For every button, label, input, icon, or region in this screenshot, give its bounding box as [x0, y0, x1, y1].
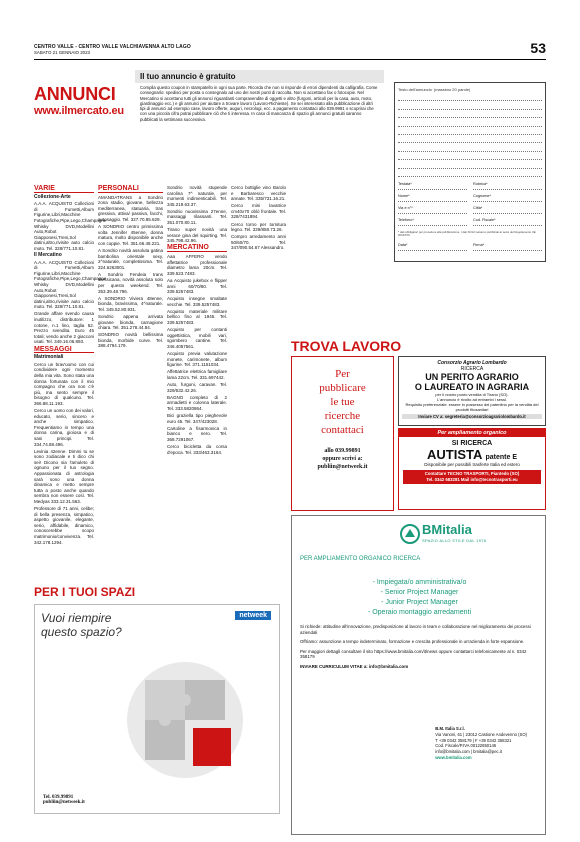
list-item: A.A.A. ACQUISTO Collezioni di Fumetti,Album Figurine,Libri,Macchine Fotografiche,Pipe,Lego,Champagne Whisky DVD,Modellini Auto,Robot Giapponesi,Treni,Sol datini,altro,rivisite auto calcio moto. Tel. 328/771.10.81. [34, 201, 107, 251]
list-item: - Senior Project Manager [380, 589, 459, 596]
list-item: Cerco mini lavatrice cm40x70 oblò frontale. Tel. 328/7431894. [231, 203, 286, 220]
list-item: Levinia 42enne. Dimmi tu se sono zodiacale e ti dico chi sei! Dicono sia l'amuleto di ognuno per il tuo segno. Appassionata di astrologia sarà sono una donna dinamica e metto sempre tutta a posto anche quando sembra non essere così. Tel. Medyas 333.12.31.563. [34, 448, 94, 504]
list-item: Affettatrice elettrica famigliare lama 22cm. Tel. 331.697442. [167, 369, 227, 380]
column-1 [34, 185, 107, 580]
coupon-field[interactable]: Testata* [398, 182, 467, 190]
list-item: BAGNO completo di 2 armadietti e colonna laterale. Tel. 333.5820864. [167, 394, 227, 411]
promo-contacts [292, 447, 393, 471]
list-item: Bici graziella tipo pieghevole euro 45. Tel. 347/423028. [167, 412, 227, 424]
puzzle-icon [115, 655, 255, 785]
date-line: SABATO 21 GENNAIO 2023 [34, 50, 90, 55]
job-contact[interactable]: Inviare CV a: segreteria@consorzioagrariolombardo.it [402, 414, 542, 419]
bmitalia-paragraph: Si richiede: attitudine all'innovazione, predisposizione al lavoro in team e collaborazione nel miglioramento dei processi aziendali [300, 624, 531, 635]
job-ad-autista [398, 428, 546, 510]
list-item: A SONDRIO Viviera 48enne, bionda, bravissima, 4^naturale. Tel. 345.52.80.931. [98, 295, 163, 312]
list-item: A SONDRIO centro primissima volta Jennifer 45enne, donna matura, molto disponibile anche con coppie. Tel. 351.66.48.221. [98, 224, 163, 246]
coupon-form [394, 82, 546, 262]
job-ricerca: SI RICERCA [451, 440, 493, 447]
list-item: - Junior Project Manager [381, 599, 458, 606]
spazi-ad [34, 604, 280, 814]
annunci-title: ANNUNCI [34, 84, 116, 104]
coupon-text-lines[interactable] [398, 93, 542, 177]
list-item: Acquisto previa valutazione monete, carimonete, album figurine. Tel. 371.1151034. [167, 351, 227, 368]
list-item: Cerco un brav'uomo con cui condividere ogni momento della mia vita. Sono stata una donna fortunata con il mio compagno che ora non c'è più, ma sento sempre il bisogno di qualcuno. Tel. 366.88.11.193. [34, 361, 94, 406]
list-item: Grande affare svendo causa inutilizzo, distributore: 1 cotone, n.1 lino, taglia 52. Prezzo svendita. Euro 45 totali; vendo anche 2 giacconi usati. Tel. 349.16.06.893. [34, 311, 94, 345]
list-item: SONDRIO novità bellissima bionda, morbide curve. Tel. 388.4794.179. [98, 332, 163, 349]
coupon-title: Testo dell'annuncio (massimo 20 parole) [398, 87, 471, 92]
job-licence: patente E [485, 454, 518, 461]
trova-lavoro-title: TROVA LAVORO [291, 338, 402, 354]
address-line: T +39 0342 358179 | F +39 0342 358321 [435, 737, 512, 743]
bmitalia-slogan: SPAZIO ALLO STILE DAL 1976 [422, 538, 487, 543]
list-item: Tirano super novità una verace gina del squirting. Tel. 345.798.42.96. [167, 227, 227, 244]
list-item: Auto, furgoni, caravan. Tel. 329/532.42.26. [167, 382, 227, 393]
publication-line: CENTRO VALLE - CENTRO VALLE VALCHIAVENNA ALTO LAGO [34, 44, 191, 50]
list-item: A Sondrio novità assoluta gatina bambolina orientale sexy, 2^naturale, completissima. Tel. 324.6263001. [98, 247, 163, 270]
bmitalia-text [300, 624, 540, 673]
address-line[interactable]: info@bmitalia.com | bmitalia@pec.it [435, 749, 502, 755]
list-item: Cerco bicicletta da corsa d'epoca. Tel. 333/463.3164. [167, 443, 227, 455]
trova-lavoro-promo [291, 356, 394, 511]
bmitalia-headline: PER AMPLIAMENTO ORGANICO RICERCA [300, 556, 421, 562]
promo-mail[interactable]: publiin@netweek.it [317, 464, 368, 470]
job-desc: Requisito preferenziale: essere in possesso del patentino per la vendita dei prodotti fitosanitari [405, 402, 539, 412]
section-varie: VARIE [34, 186, 94, 193]
coupon-field[interactable]: Firma* [473, 243, 542, 251]
coupon-field[interactable]: Città* [473, 206, 542, 214]
spazi-question: Vuoi riempire [41, 611, 112, 625]
coupon-field[interactable]: Cod. Fiscale* [473, 218, 542, 226]
coupon-field[interactable]: Rubrica* [473, 182, 542, 190]
list-item: Cartoline a fisarmonica in bianco e nero. Tel. 368.7291067. [167, 425, 227, 442]
list-item: - Operaio montaggio arredamenti [367, 609, 472, 616]
job-ad-consorzio [398, 356, 546, 426]
list-item: Aaa AFFERO vendo affettatrice professionale diametro lama 20cm. Tel. 339.523.7483. [167, 254, 227, 276]
address-line: Via Vanoni, 61 | 23012 Castione Andevenno (SO) [435, 731, 527, 737]
list-item: Acquisto per contanti oggettistica, mobili vari, sgombero cantine. Tel. 346.4057561. [167, 327, 227, 349]
coupon-field[interactable]: Cognome* [473, 194, 542, 202]
bmitalia-address [435, 726, 527, 761]
job-title-2: O LAUREATO IN AGRARIA [414, 382, 530, 392]
coupon-field[interactable]: Data* [398, 243, 467, 251]
column-2 [98, 185, 163, 580]
list-item: Cerco torno per tornitura legno. Tel. 339/858.73.26. [231, 221, 286, 233]
promo-or: oppure scrivi a: [322, 456, 363, 462]
coupon-note: * dati obbligatori per procedere alla pubblicazione. I dati SOLO saranno pubblicati ai sensi del Regolamento UE 2016/679. [398, 229, 536, 238]
address-line: B.M. Italia S.r.l. [435, 726, 465, 731]
coupon-limit: (massimo 20 parole) [433, 87, 471, 92]
list-item: Sondrio appena arrivata giovane bionda, carnagione chiara. Tel. 351.278.44.84. [98, 313, 163, 331]
promo-line: contattaci [321, 424, 364, 436]
promo-line: Per [335, 368, 350, 380]
coupon-sign [398, 243, 542, 251]
list-item: Cerco un uomo con dei valori, educato, serio, sincero e anche simpatico. Frequentiamo in tempo una donna carina, gioiosa e di sani principi. Tel. 334.74.88.496. [34, 407, 94, 447]
bmitalia-positions [302, 578, 537, 618]
list-item: A.A.A. ACQUISTO Collezioni di Fumetti,Album Figurine,Libri,Macchine Fotografiche,Pipe,Lego,Champagne Whisky DVD,Modellini Auto,Robot Giapponesi,Treni,Sol datini,altro,rivisite auto calcio moto. Tel. 328/771.10.81. [34, 259, 107, 310]
address-line: Cod. Fiscale/P.IVA 00122650146 [435, 743, 497, 749]
coupon-fields [398, 182, 542, 226]
bmitalia-paragraph: Offriamo: assunzione a tempo indeterminato, formazione e crescita professionale in un'azienda in forte espansione. [300, 639, 525, 644]
netweek-logo: netweek [235, 611, 271, 620]
bmitalia-paragraph: Per maggiori dettagli consultare il sito https://www.bmitalia.com/it/news oppure contattarci telefonicamente al n. 0342 358179 [300, 648, 527, 659]
column-4 [231, 185, 286, 335]
list-item: Sondrio novità stupende carolina 7^ naturale, per momenti indimenticabili. Tel. 345.219.63.37. [167, 185, 227, 207]
spazi-tel: Tel. 039.99891 [43, 795, 74, 800]
promo-line: le tue [330, 396, 355, 408]
free-ad-box [135, 70, 384, 150]
list-item: Acquisto materiale militare bellico fino al 1945. Tel. 339.5257483. [167, 308, 227, 326]
list-item: Aa Acquisto jukebox e flipper anni 60/70/80. Tel. 339.5257483. [167, 277, 227, 295]
spazi-mail[interactable]: publiin@netweek.it [43, 800, 85, 805]
site-url[interactable]: www.ilmercato.eu [34, 105, 124, 117]
job-org: Consorzio Agrario Lombardo [437, 360, 507, 366]
subsection-matrimoniali: Matrimoniali [34, 354, 64, 361]
section-messaggi: MESSAGGI [34, 347, 94, 354]
coupon-field[interactable]: Via e n°* [398, 206, 467, 214]
list-item: AMANDATRANS a Sondrio zona stadio, giovane, bellezza mediterranea, statuaria, tras gressiva, attiva/ passiva, facchi, autosaggio. Tel. 327.70.85.629. [98, 194, 163, 222]
job-ricerca: RICERCA [460, 366, 484, 372]
section-mercatino: MERCATINO [167, 245, 227, 252]
job-desc: per il nostro punto vendita di Tirano (SO). [435, 392, 509, 397]
list-item: Cerco bottiglie vino Barolo e Barbaresco vecchie annate. Tel. 335/731.16.21. [231, 185, 286, 202]
address-line[interactable]: www.bmitalia.com [435, 754, 472, 760]
list-item: Acquisto insegne smaltate vecchie. Tel. 339.5257483. [167, 296, 227, 307]
spazi-question-2: questo spazio? [41, 625, 122, 639]
list-item: Sondrio nuovissima 27enne, massaggi rilassanti. Tel. 351.070.80.11. [167, 208, 227, 226]
promo-line: ricerche [324, 410, 361, 422]
job-title: AUTISTA patente E [426, 447, 518, 462]
promo-line: pubblicare [319, 382, 366, 394]
page-header [34, 40, 546, 60]
section-personali: PERSONALI [98, 186, 163, 193]
spazi-contacts [43, 795, 85, 805]
free-ad-body: Compila questo coupon in stampatello in ogni sua parte. Ricorda che non si risponde di errori dipendenti da calligrafia. Come consegnarlo: spedisci per posta o consegnalo ad uno dei nostri punti di raccolta. Non si accettano fax o fotocopie. Nel Mercatino si accettano tutti gli annunci riguardanti compravendite di oggetti e altro (furgoni, articoli per la casa, auto, moto, giardinaggio ecc.) e gli annunci per aiutare a trovare lavoro (Lavoro-Richieste). Se sei interessato alla pubblicazione di altri tipi di annunci ad esempio case, lavoro offerte, auguri, necrologi, ecc. a pagamento contattaci allo 039.9991 o scoprirai che con una piccola cifra potrai pubblicare ciò che ti interessa. In caso di mancanza di spazio gli annunci gratuiti saranno pubblicati la settimana successiva. [140, 85, 378, 122]
list-item: Compro arredamento anni 50/60/70. Tel. 347/090.54.67 Alessandro. [231, 234, 286, 251]
job-desc: L'annuncio è rivolto ad entrambi i sessi. [437, 397, 507, 402]
free-ad-title: Il tuo annuncio è gratuito [135, 70, 384, 83]
job-title: UN PERITO AGRARIO [425, 372, 519, 382]
annunci-logo [34, 84, 128, 134]
promo-tel: allo 039.99891 [324, 448, 361, 454]
bmitalia-logo-icon [400, 524, 420, 544]
job-contact: Contattare TECNO TRASPORTI, Piantedo (SO) Tel. 0342 683281 Mail info@tecnotrasporti.eu [403, 470, 541, 484]
job-org: Per ampliamento organico [399, 429, 545, 437]
page-number: 53 [530, 40, 546, 56]
trova-lavoro-header [291, 338, 546, 354]
bmitalia-paragraph: INVIARE CURRICULUM VITAE a: info@bmitalia.com [300, 663, 409, 669]
subsection-collezione: Collezione-Arte [34, 193, 71, 200]
spazi-title: PER I TUOI SPAZI [34, 585, 136, 599]
job-desc: Disponibile per possibili trasferte Italia ed estero [424, 462, 520, 467]
spazi-header [34, 585, 280, 599]
coupon-field[interactable]: Nome* [398, 194, 467, 202]
coupon-field[interactable]: Telefono* [398, 218, 467, 226]
bmitalia-logo: BMitalia [422, 522, 472, 537]
column-3 [167, 185, 227, 580]
list-item: A Sondrio Fendeia trans messicana, novità assoluta solo per questo weekend. Tel. 353.39.48.796. [98, 271, 163, 294]
list-item: - Impiegata/o amministrativa/o [372, 579, 467, 586]
subsection-mercatino: Il Mercatino [34, 252, 62, 259]
job-ad-bmitalia [291, 515, 546, 835]
list-item: Professore di 71 anni, celibe; di bella presenza, simpatico, aspetto giovanile, elegante, serio, affidabile, dinamico, conoscerebbe scopo matrimonio/convivenza. Tel. 342.178.1294. [34, 506, 94, 545]
